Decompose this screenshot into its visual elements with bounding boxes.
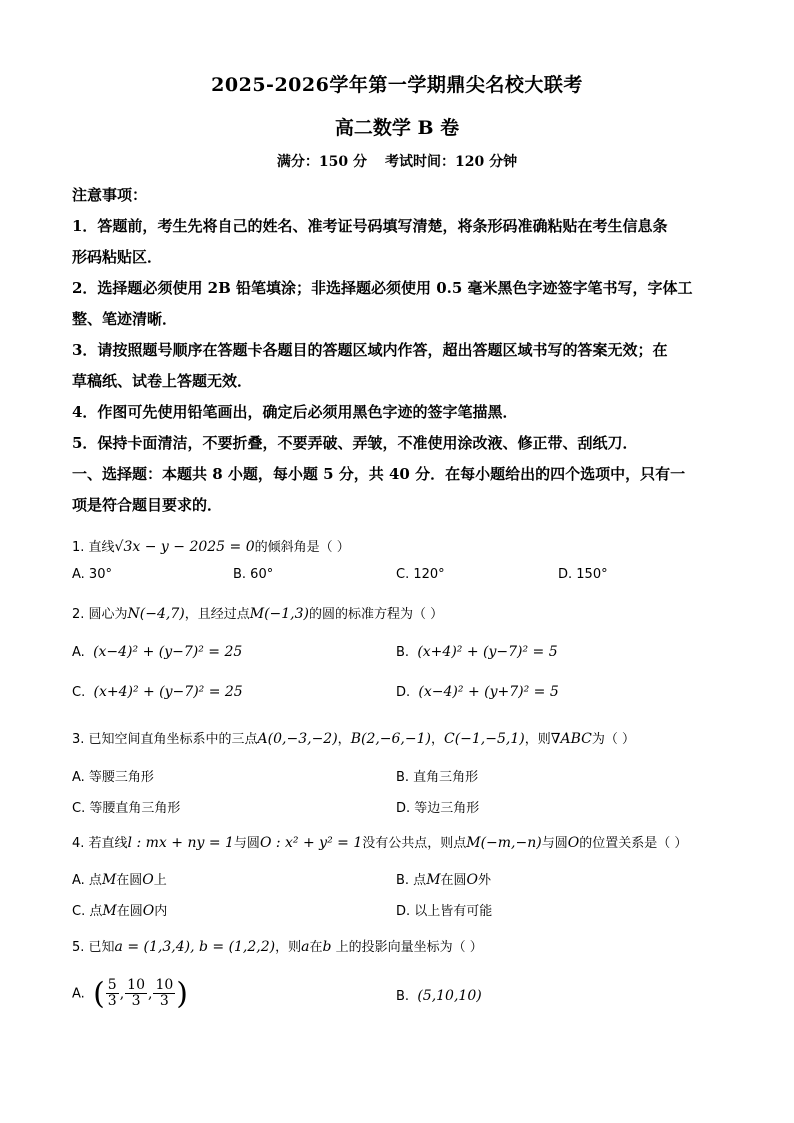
q4-option-c: C. 点M在圆O内 bbox=[72, 903, 168, 919]
question-1: 1. 直线√3x − y − 2025 = 0的倾斜角是（ ） bbox=[72, 539, 350, 555]
note-line: 草稿纸、试卷上答题无效． bbox=[72, 372, 253, 390]
exam-meta bbox=[0, 151, 794, 171]
q4-option-b: B. 点M在圆O外 bbox=[396, 872, 492, 888]
section-heading: 一、选择题：本题共 8 小题，每小题 5 分，共 40 分．在每小题给出的四个选项中，只有一 bbox=[72, 465, 686, 483]
note-line: 5．保持卡面清洁，不要折叠，不要弄破、弄皱，不准使用涂改液、修正带、刮纸刀． bbox=[72, 434, 638, 452]
note-line: 4．作图可先使用铅笔画出，确定后必须用黑色字迹的签字笔描黑． bbox=[72, 403, 518, 421]
exam-title: 2025-2026学年第一学期鼎尖名校大联考 bbox=[211, 74, 583, 96]
note-line: 3．请按照题号顺序在答题卡各题目的答题区域内作答，超出答题区域书写的答案无效；在 bbox=[72, 341, 668, 359]
question-2: 2. 圆心为N(−4,7)，且经过点M(−1,3)的圆的标准方程为（ ） bbox=[72, 606, 444, 622]
score-label: 满分：150 分 bbox=[276, 154, 367, 170]
question-3: 3. 已知空间直角坐标系中的三点A(0,−3,−2)，B(2,−6,−1)，C(−1,−5,1)，则∇ABC为（ ） bbox=[72, 731, 636, 747]
q4-option-d: D. 以上皆有可能 bbox=[396, 904, 493, 919]
q3-option-d: D. 等边三角形 bbox=[396, 801, 480, 816]
q2-option-c: C. (x+4)² + (y−7)² = 25 bbox=[72, 684, 243, 700]
q2-option-a: A. (x−4)² + (y−7)² = 25 bbox=[72, 644, 243, 660]
q1-option-a: A. 30° bbox=[72, 567, 112, 582]
question-4: 4. 若直线l : mx + ny = 1与圆O : x² + y² = 1没有公共点，则点M(−m,−n)与圆O的位置关系是（ ） bbox=[72, 835, 688, 851]
q3-option-a: A. 等腰三角形 bbox=[72, 770, 154, 785]
question-5: 5. 已知a = (1,3,4), b = (1,2,2)，则a在b 上的投影向量坐标为（ ） bbox=[72, 939, 483, 955]
q1-option-b: B. 60° bbox=[233, 567, 274, 582]
q4-option-a: A. 点M在圆O上 bbox=[72, 872, 167, 888]
note-line: 整、笔迹清晰． bbox=[72, 310, 178, 328]
q1-option-c: C. 120° bbox=[396, 567, 445, 582]
notes-heading: 注意事项： bbox=[72, 186, 148, 204]
q3-option-c: C. 等腰直角三角形 bbox=[72, 801, 181, 816]
q3-option-b: B. 直角三角形 bbox=[396, 770, 479, 785]
q2-option-d: D. (x−4)² + (y+7)² = 5 bbox=[396, 684, 559, 700]
q2-option-b: B. (x+4)² + (y−7)² = 5 bbox=[396, 644, 558, 660]
q5-vectors: a = (1,3,4), b = (1,2,2) bbox=[114, 939, 276, 955]
q5-option-a: A. ( $\frac{5}{3}$ , $\frac{10}{3}$ , $\frac{10}{3}$ ) bbox=[72, 976, 188, 1011]
note-line: 2．选择题必须使用 2B 铅笔填涂；非选择题必须使用 0.5 毫米黑色字迹签字笔书写，字体工 bbox=[72, 279, 693, 297]
q1-equation: √3x − y − 2025 = 0 bbox=[114, 539, 255, 555]
section-heading-cont: 项是符合题目要求的． bbox=[72, 496, 223, 514]
exam-subtitle: 高二数学 B 卷 bbox=[334, 117, 460, 139]
note-line: 形码粘贴区． bbox=[72, 248, 163, 266]
note-line: 1．答题前，考生先将自己的姓名、准考证号码填写清楚，将条形码准确粘贴在考生信息条 bbox=[72, 217, 668, 235]
q5-option-b: B. (5,10,10) bbox=[396, 988, 482, 1004]
q1-option-d: D. 150° bbox=[558, 567, 608, 582]
time-label: 考试时间：120 分钟 bbox=[385, 154, 518, 170]
